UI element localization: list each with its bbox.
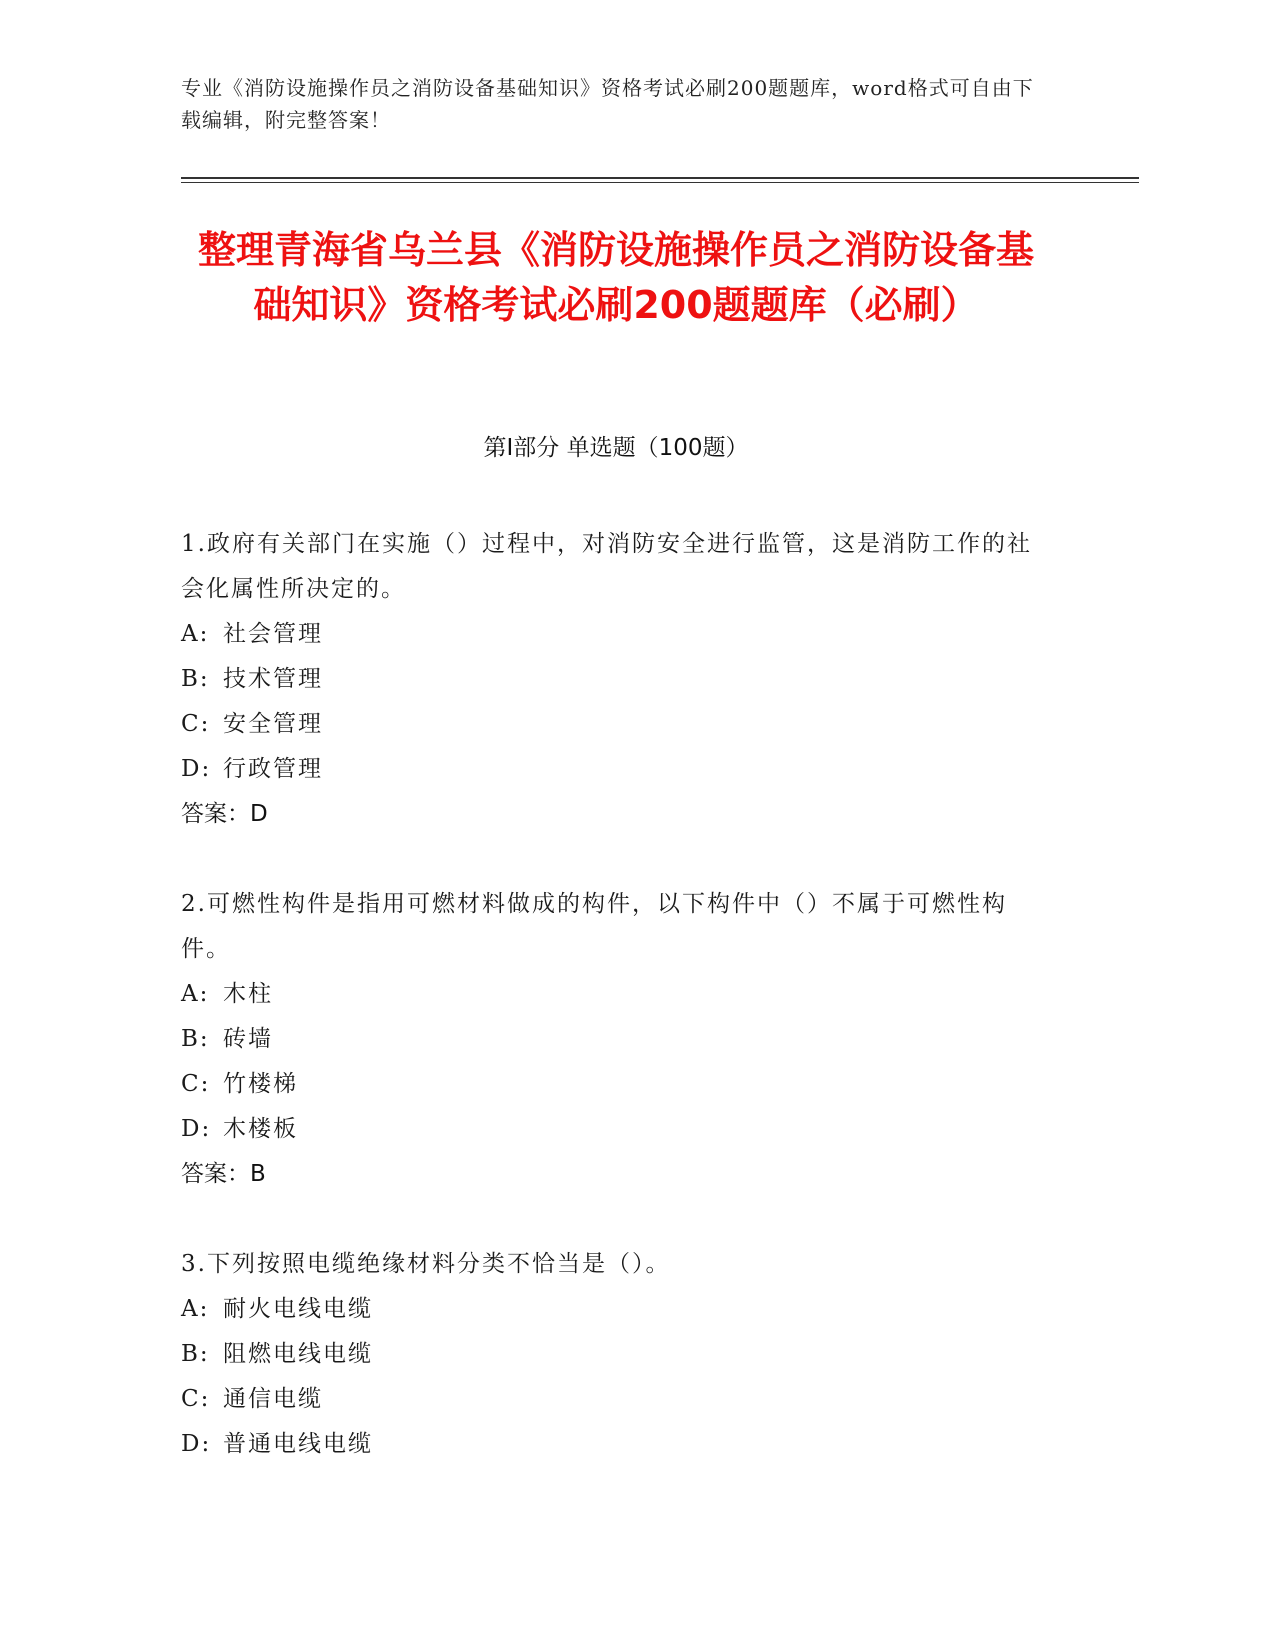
header-note: 专业《消防设施操作员之消防设备基础知识》资格考试必刷200题题库，word格式可自由下载编辑，附完整答案！ (181, 76, 1034, 132)
option-label: C: (181, 1071, 211, 1097)
option-text: 安全管理 (223, 711, 323, 737)
question-option (181, 1332, 1051, 1377)
question-option (181, 657, 1051, 702)
section-title: 第Ⅰ部分 单选题（100题） (483, 435, 749, 461)
option-text: 木楼板 (223, 1116, 298, 1142)
option-label: D: (181, 1116, 212, 1142)
question-option (181, 1107, 1051, 1152)
option-label: B: (181, 1026, 210, 1052)
question-stem: 1.政府有关部门在实施（）过程中，对消防安全进行监管，这是消防工作的社会化属性所决定的。 (181, 531, 1032, 602)
question-answer: 答案：B (181, 1161, 266, 1187)
option-label: B: (181, 666, 210, 692)
option-label: A: (181, 621, 210, 647)
question-option (181, 1422, 1051, 1467)
question-option (181, 1377, 1051, 1422)
option-text: 阻燃电线电缆 (223, 1341, 373, 1367)
option-text: 技术管理 (223, 666, 323, 692)
question-option (181, 612, 1051, 657)
question-stem: 3.下列按照电缆绝缘材料分类不恰当是（）。 (181, 1251, 671, 1277)
header-rule-thin (181, 182, 1139, 183)
option-label: C: (181, 1386, 211, 1412)
option-label: D: (181, 1431, 212, 1457)
option-text: 通信电缆 (223, 1386, 323, 1412)
question-item (181, 522, 1051, 837)
question-item (181, 882, 1051, 1197)
question-answer: 答案：D (181, 801, 268, 827)
option-text: 竹楼梯 (223, 1071, 298, 1097)
option-label: A: (181, 1296, 210, 1322)
question-option (181, 972, 1051, 1017)
option-text: 砖墙 (223, 1026, 273, 1052)
option-label: C: (181, 711, 211, 737)
option-text: 行政管理 (223, 756, 323, 782)
option-text: 社会管理 (223, 621, 323, 647)
document-title: 整理青海省乌兰县《消防设施操作员之消防设备基础知识》资格考试必刷200题题库（必刷） (197, 228, 1034, 327)
question-option (181, 1062, 1051, 1107)
question-option (181, 1017, 1051, 1062)
option-text: 耐火电线电缆 (223, 1296, 373, 1322)
option-label: A: (181, 981, 210, 1007)
option-label: D: (181, 756, 212, 782)
question-option (181, 702, 1051, 747)
question-list (181, 522, 1051, 1512)
question-stem: 2.可燃性构件是指用可燃材料做成的构件，以下构件中（）不属于可燃性构件。 (181, 891, 1007, 962)
option-text: 普通电线电缆 (223, 1431, 373, 1457)
question-item (181, 1242, 1051, 1467)
question-option (181, 1287, 1051, 1332)
question-option (181, 747, 1051, 792)
header-rule-thick (181, 177, 1139, 179)
option-label: B: (181, 1341, 210, 1367)
option-text: 木柱 (223, 981, 273, 1007)
